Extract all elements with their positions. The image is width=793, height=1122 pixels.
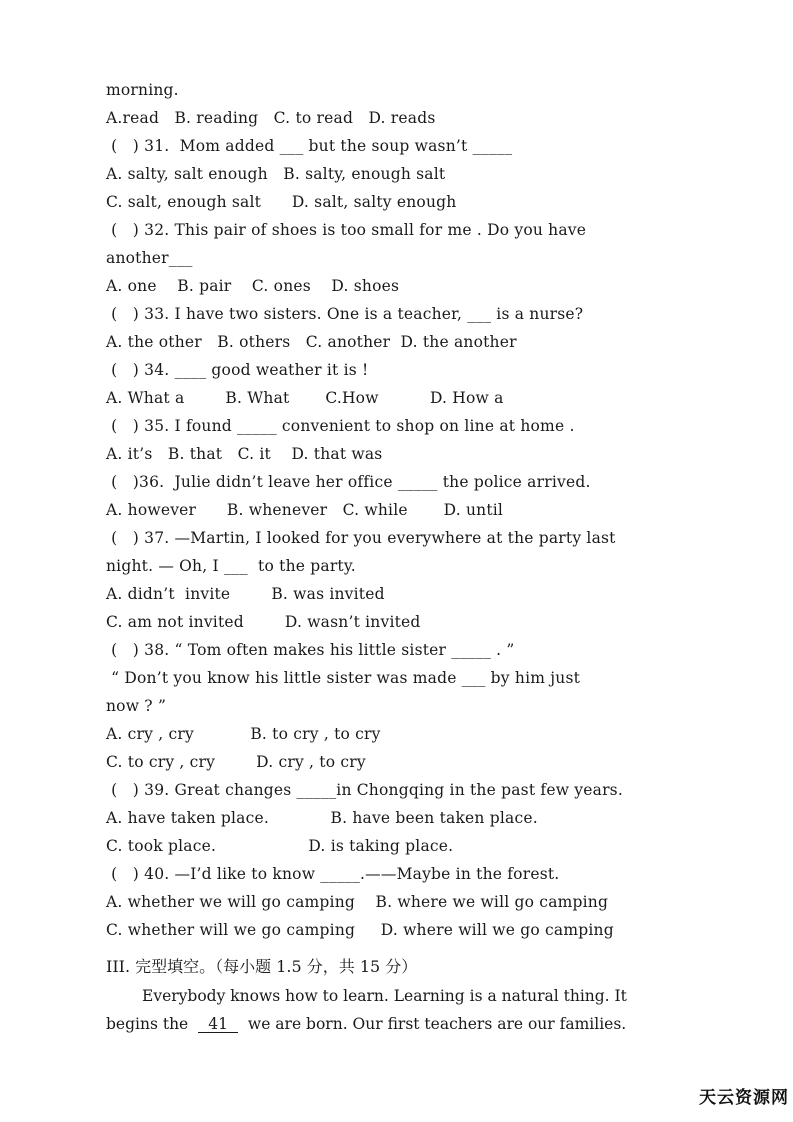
question-block [106, 76, 746, 944]
answer-options: C. took place. D. is taking place. [106, 837, 454, 855]
answer-options: C. whether will we go camping D. where will we go camping [106, 921, 614, 939]
question-32: ( ) 32. This pair of shoes is too small for me . Do you have [106, 221, 587, 239]
text-line: morning. [106, 81, 179, 99]
section-heading: III. 完型填空。（每小题 1.5 分，共 15 分） [106, 957, 418, 976]
answer-options: A. the other B. others C. another D. the another [106, 333, 517, 351]
answer-options: A. whether we will go camping B. where we will go camping [106, 893, 609, 911]
spacer [106, 944, 746, 952]
question-39: ( ) 39. Great changes _____in Chongqing in the past few years. [106, 781, 623, 799]
answer-options: A. however B. whenever C. while D. until [106, 501, 504, 519]
answer-options: A. salty, salt enough B. salty, enough salt [106, 165, 446, 183]
answer-options: A. What a B. What C.How D. How a [106, 389, 504, 407]
question-35: ( ) 35. I found _____ convenient to shop on line at home . [106, 417, 575, 435]
watermark-logo: 天云资源网 [699, 1088, 789, 1108]
question-36: ( )36. Julie didn’t leave her office _____ the police arrived. [106, 473, 591, 491]
question-37: ( ) 37. —Martin, I looked for you everywhere at the party last [106, 529, 616, 547]
cloze-paragraph [106, 982, 746, 1038]
paragraph-text: we are born. Our first teachers are our families. [238, 1015, 627, 1033]
answer-options: A. have taken place. B. have been taken place. [106, 809, 538, 827]
document-page [106, 76, 746, 1038]
question-34: ( ) 34. ____ good weather it is ! [106, 361, 369, 379]
answer-options: A. didn’t invite B. was invited [106, 585, 385, 603]
text-line: another___ [106, 249, 193, 267]
question-33: ( ) 33. I have two sisters. One is a teacher, ___ is a nurse? [106, 305, 584, 323]
question-38: ( ) 38. “ Tom often makes his little sister _____ . ” [106, 641, 515, 659]
answer-options: A. cry , cry B. to cry , to cry [106, 725, 381, 743]
text-line: “ Don’t you know his little sister was made ___ by him just [106, 669, 581, 687]
paragraph-text: begins the [106, 1015, 199, 1033]
text-line: night. — Oh, I ___ to the party. [106, 557, 356, 575]
paragraph-line: Everybody knows how to learn. Learning is a natural thing. It [142, 987, 627, 1005]
text-line: now ? ” [106, 697, 167, 715]
paragraph-line [106, 1010, 746, 1038]
question-40: ( ) 40. —I’d like to know _____.——Maybe in the forest. [106, 865, 560, 883]
answer-options: A.read B. reading C. to read D. reads [106, 109, 436, 127]
answer-options: C. salt, enough salt D. salt, salty enough [106, 193, 457, 211]
answer-options: C. to cry , cry D. cry , to cry [106, 753, 366, 771]
blank-41: 41 [198, 1016, 238, 1033]
answer-options: A. one B. pair C. ones D. shoes [106, 277, 400, 295]
answer-options: C. am not invited D. wasn’t invited [106, 613, 421, 631]
answer-options: A. it’s B. that C. it D. that was [106, 445, 383, 463]
question-31: ( ) 31. Mom added ___ but the soup wasn’t _____ [106, 137, 513, 155]
